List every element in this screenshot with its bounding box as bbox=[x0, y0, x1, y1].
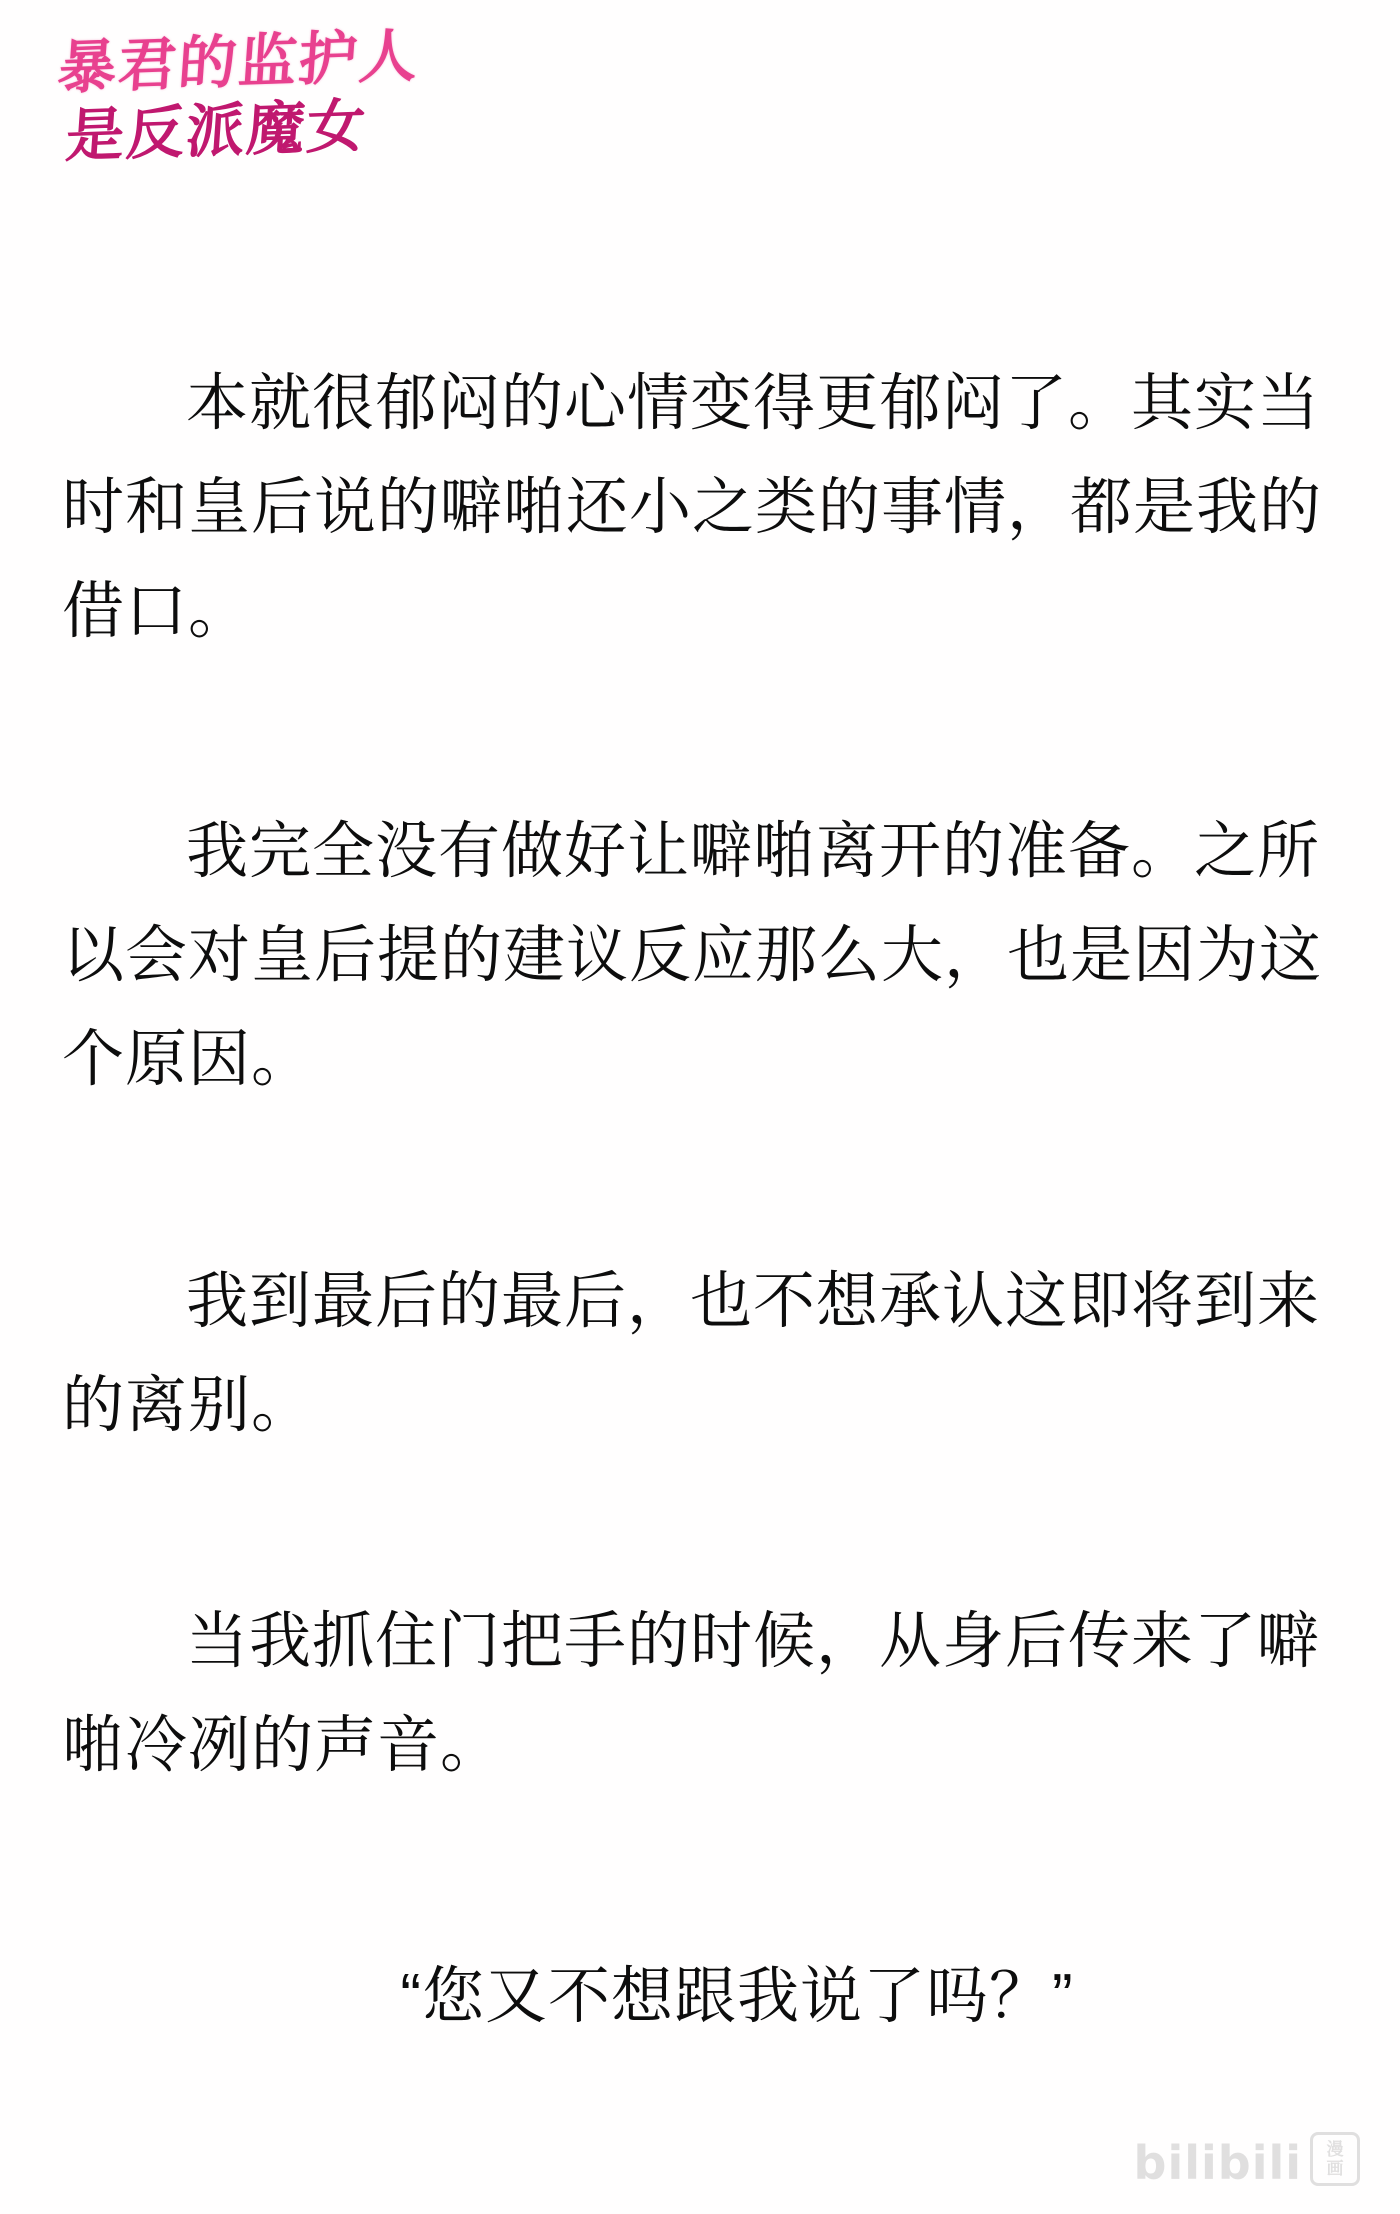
manga-badge-top: 漫 bbox=[1326, 2140, 1344, 2159]
series-title-line-2-text: 是反派魔女 bbox=[63, 93, 370, 169]
paragraph: 本就很郁闷的心情变得更郁闷了。其实当时和皇后说的噼啪还小之类的事情，都是我的借口。 bbox=[62, 369, 1323, 646]
series-title-line-1-text: 暴君的监护人 bbox=[55, 23, 422, 101]
series-title-line-1 bbox=[56, 23, 482, 100]
bilibili-wordmark: bilibili bbox=[1133, 2136, 1302, 2190]
series-title-line-2 bbox=[64, 92, 482, 168]
series-title-logo bbox=[55, 23, 478, 218]
paragraph: 当我抓住门把手的时候，从身后传来了噼啪冷冽的声音。 bbox=[62, 1607, 1321, 1780]
manga-badge-bottom: 画 bbox=[1326, 2159, 1344, 2178]
bilibili-watermark bbox=[1133, 2132, 1360, 2190]
manga-badge-icon bbox=[1310, 2132, 1360, 2186]
dialogue-line: “您又不想跟我说了吗？” bbox=[400, 1962, 1074, 2031]
paragraph: 我完全没有做好让噼啪离开的准备。之所以会对皇后提的建议反应那么大，也是因为这个原因。 bbox=[62, 817, 1323, 1094]
paragraph: 我到最后的最后，也不想承认这即将到来的离别。 bbox=[62, 1267, 1321, 1440]
